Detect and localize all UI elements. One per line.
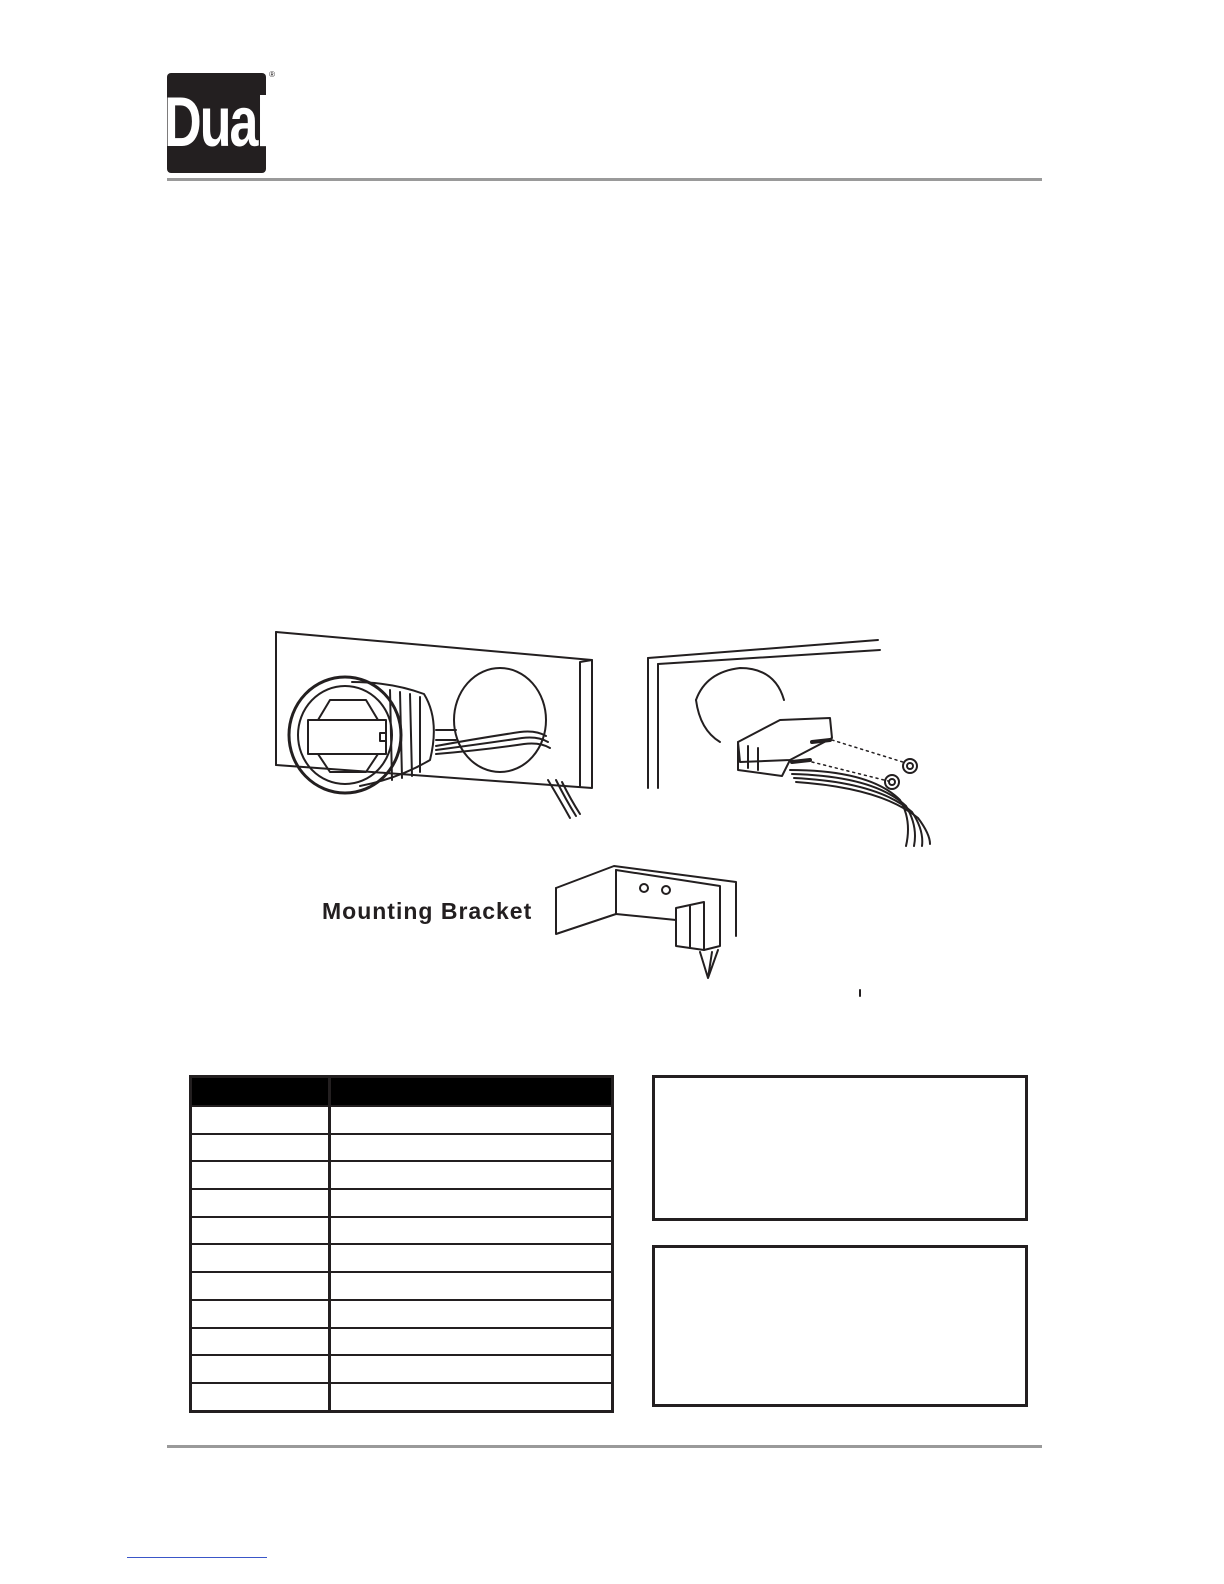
table-row	[191, 1134, 613, 1162]
table-row	[191, 1161, 613, 1189]
table-header-cell	[191, 1077, 330, 1106]
right-panel-drawing	[648, 640, 930, 846]
table-row	[191, 1383, 613, 1411]
table-row	[191, 1189, 613, 1217]
table-row	[191, 1300, 613, 1328]
left-panel-drawing	[276, 632, 592, 818]
table-row	[191, 1244, 613, 1272]
table-header-row	[191, 1077, 613, 1106]
table-row	[191, 1272, 613, 1300]
table-row	[191, 1355, 613, 1383]
table-header-cell	[330, 1077, 613, 1106]
table-row	[191, 1328, 613, 1356]
logo-wordmark: Dual	[164, 83, 269, 163]
registered-mark: ®	[269, 70, 275, 79]
note-box-upper	[652, 1075, 1028, 1221]
mounting-bracket-drawing	[556, 866, 860, 996]
footer-rule	[167, 1445, 1042, 1448]
table-row	[191, 1106, 613, 1134]
footer-link-underline[interactable]	[127, 1557, 267, 1558]
note-box-lower	[652, 1245, 1028, 1407]
mounting-bracket-label: Mounting Bracket	[322, 898, 533, 924]
table-row	[191, 1217, 613, 1245]
specification-table	[189, 1075, 614, 1413]
